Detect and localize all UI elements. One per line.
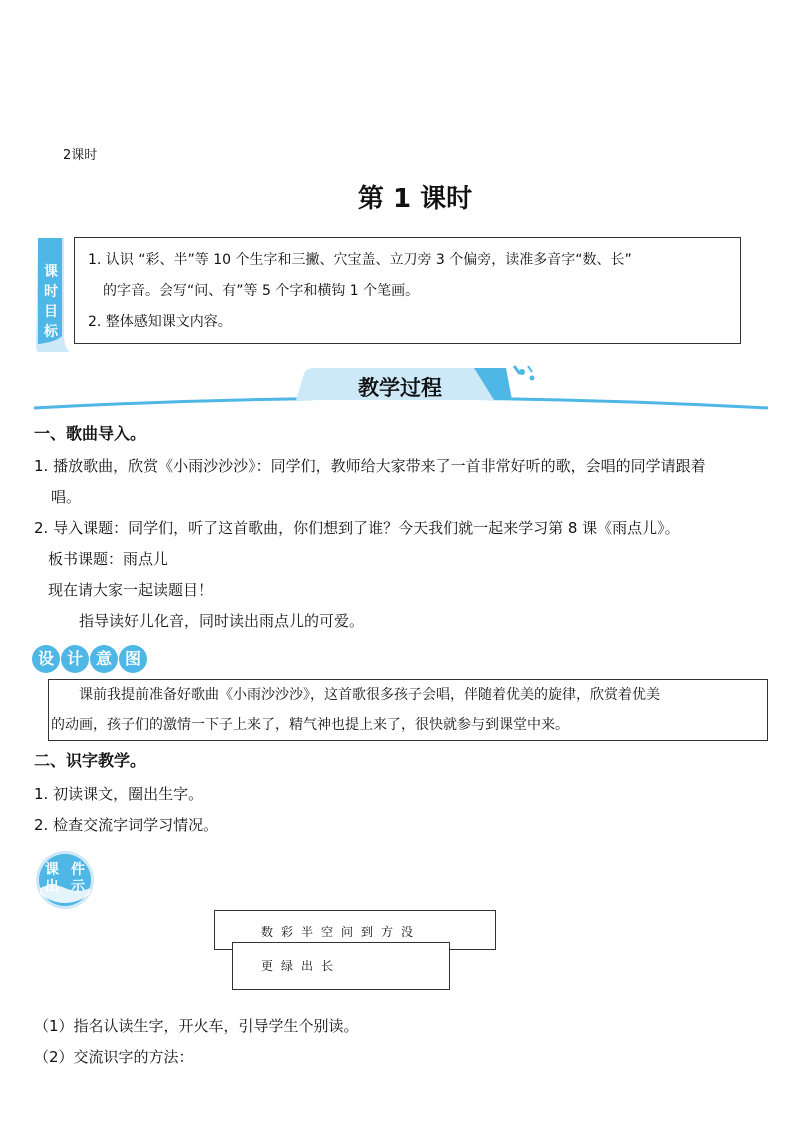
objective-line: 1. 认识 “彩、半”等 10 个生字和三撇、穴宝盖、立刀旁 3 个偏旁，读准多音字“数、长” bbox=[88, 252, 632, 268]
section-heading: 二、识字教学。 bbox=[34, 751, 147, 770]
character-card-text: 更绿出长 bbox=[261, 959, 342, 973]
body-line: 2. 导入课题：同学们，听了这首歌曲，你们想到了谁？今天我们就一起来学习第 8 课《雨点儿》。 bbox=[34, 519, 680, 537]
courseware-icon-char: 课 bbox=[45, 862, 59, 878]
body-line: 2. 检查交流字词学习情况。 bbox=[34, 816, 219, 834]
badge-char: 计 bbox=[61, 645, 89, 673]
character-card-text: 数彩半空问到方没 bbox=[261, 925, 422, 939]
body-line: 唱。 bbox=[51, 488, 82, 506]
objectives-box bbox=[74, 237, 741, 344]
design-intent-box bbox=[48, 679, 768, 741]
page-title: 第 1 课时 bbox=[357, 184, 473, 214]
body-line: 现在请大家一起读题目！ bbox=[48, 581, 214, 599]
badge-char: 意 bbox=[90, 645, 118, 673]
courseware-icon bbox=[34, 850, 96, 910]
courseware-icon-char: 件 bbox=[71, 862, 85, 878]
objective-line: 的字音。会写“问、有”等 5 个字和横钩 1 个笔画。 bbox=[103, 283, 420, 299]
objective-line: 2. 整体感知课文内容。 bbox=[88, 314, 232, 330]
courseware-icon-char: 示 bbox=[71, 879, 85, 895]
body-line: 1. 播放歌曲，欣赏《小雨沙沙沙》：同学们，教师给大家带来了一首非常好听的歌，会唱的同学请跟着 bbox=[34, 457, 706, 475]
banner-title: 教学过程 bbox=[358, 376, 442, 400]
body-line: 1. 初读课文，圈出生字。 bbox=[34, 785, 204, 803]
design-intent-line: 课前我提前准备好歌曲《小雨沙沙沙》，这首歌很多孩子会唱，伴随着优美的旋律，欣赏着优美 bbox=[79, 687, 660, 703]
lesson-count: 2课时 bbox=[63, 148, 98, 163]
courseware-icon-char: 出 bbox=[45, 879, 59, 895]
step-line: （2）交流识字的方法： bbox=[34, 1048, 194, 1066]
badge-char: 图 bbox=[119, 645, 147, 673]
step-line: （1）指名认读生字，开火车，引导学生个别读。 bbox=[34, 1017, 359, 1035]
body-line: 指导读好儿化音，同时读出雨点儿的可爱。 bbox=[79, 612, 365, 630]
character-card bbox=[232, 942, 450, 990]
body-line: 板书课题：雨点儿 bbox=[48, 550, 169, 568]
design-intent-badge bbox=[32, 644, 148, 674]
badge-char: 设 bbox=[32, 645, 60, 673]
section-heading: 一、歌曲导入。 bbox=[34, 424, 147, 443]
objectives-tab-label: 课 时 目 标 bbox=[44, 264, 58, 340]
design-intent-line: 的动画，孩子们的激情一下子上来了，精气神也提上来了，很快就参与到课堂中来。 bbox=[51, 717, 569, 733]
